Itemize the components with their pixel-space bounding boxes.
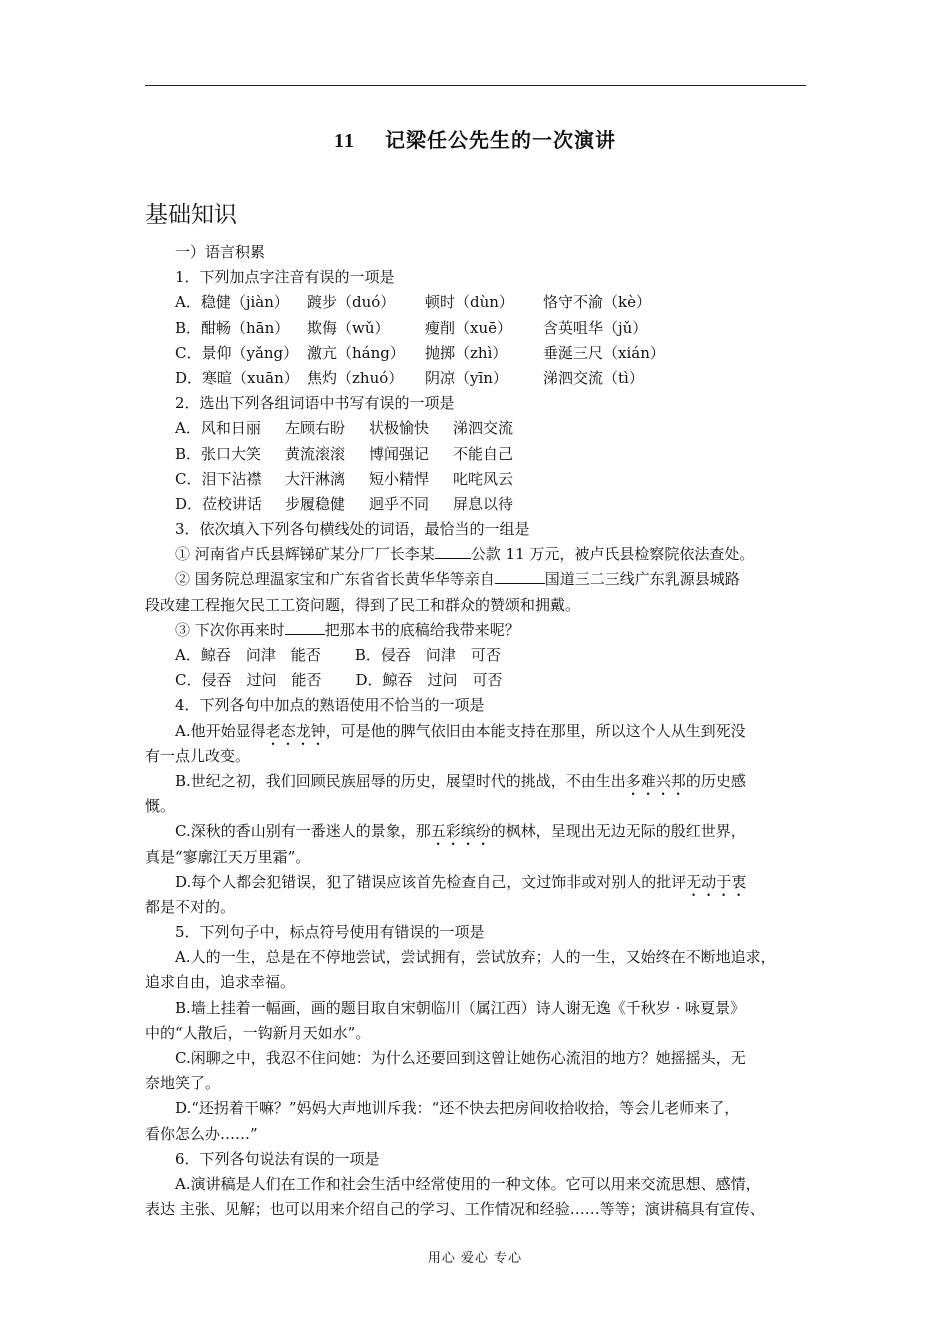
lesson-title: 记梁任公先生的一次演讲: [384, 128, 616, 152]
q1-a-2: 踱步（duó）: [307, 293, 396, 312]
q2-option-d: [145, 492, 806, 517]
q1-option-c: [145, 341, 806, 366]
q5-option-b-cont: 中的“人散后，一钩新月天如水”。: [145, 1023, 371, 1042]
q5-stem: 5．下列句子中，标点符号使用有错误的一项是: [175, 923, 485, 942]
q4-stem: 4．下列各句中加点的熟语使用不恰当的一项是: [175, 696, 485, 715]
q5-option-c: C.闲聊之中，我忍不住问她：为什么还要回到这曾让她伤心流泪的地方？她摇摇头，无: [175, 1049, 746, 1067]
q1-c-4: 垂涎三尺（xián）: [543, 343, 665, 362]
subsection-heading: 一）语言积累: [175, 243, 266, 261]
q3-stem: 3．依次填入下列各句横线处的词语，最恰当的一组是: [175, 520, 530, 539]
q3-blank-1: [435, 544, 471, 559]
q3-options-ab: [145, 643, 806, 668]
q2-option-a: [145, 416, 806, 441]
section-heading: 基础知识: [145, 202, 237, 228]
q3-blank-2: [495, 569, 545, 584]
q3-options-cd: [145, 668, 806, 693]
q1-b-2: 欺侮（wǔ）: [307, 318, 390, 337]
page-footer: 用心 爱心 专心: [427, 1251, 523, 1266]
q3-option-b: B．侵吞 问津 可否: [354, 646, 501, 664]
q2-c-1: C．泪下沾襟: [175, 469, 262, 488]
q4-option-d-cont: 都是不对的。: [145, 897, 236, 916]
q1-d-2: 焦灼（zhuó）: [307, 368, 404, 387]
q2-a-1: A．风和日丽: [175, 419, 261, 438]
q2-a-4: 涕泗交流: [453, 419, 514, 438]
q1-c-3: 抛掷（zhì）: [425, 343, 508, 362]
q2-b-2: 黄流滚滚: [285, 444, 346, 463]
q4-option-b: B.世纪之初，我们回顾民族屈辱的历史，展望时代的挑战，不由生出多难兴邦的历史感: [175, 771, 746, 790]
q1-option-a: [145, 290, 806, 315]
q1-d-4: 涕泗交流（tì）: [543, 368, 644, 387]
q2-a-3: 状极愉快: [369, 419, 430, 438]
q3-blank-3: [285, 620, 325, 635]
q3-option-a: A．鲸吞 问津 能否: [175, 646, 321, 664]
q2-d-4: 屏息以待: [453, 494, 514, 513]
q4-option-a: A.他开始显得老态龙钟，可是他的脾气依旧由本能支持在那里，所以这个人从生到死没: [175, 721, 746, 740]
q2-c-4: 叱咤风云: [453, 469, 514, 488]
q5-option-a: A.人的一生，总是在不停地尝试，尝试拥有，尝试放弃；人的一生，又始终在不断地追求，: [175, 948, 776, 967]
q1-d-3: 阴凉（yīn）: [425, 368, 508, 387]
q1-b-4: 含英咀华（jǔ）: [543, 318, 648, 337]
q4-option-d: D.每个人都会犯错误，犯了错误应该首先检查自己，文过饰非或对别人的批评无动于衷: [175, 872, 747, 891]
q3-sentence-2-cont: 段改建工程拖欠民工工资问题，得到了民工和群众的赞颂和拥戴。: [145, 595, 581, 614]
q4-b-idiom: 多难兴邦: [625, 771, 686, 790]
lesson-number: 11: [334, 130, 355, 152]
q2-d-2: 步履稳健: [285, 494, 346, 513]
q2-option-b: [145, 442, 806, 467]
q6-stem: 6．下列各句说法有误的一项是: [175, 1149, 380, 1168]
q4-option-c-cont: 真是“寥廓江天万里霜”。: [145, 847, 311, 866]
q2-b-3: 博闻强记: [369, 444, 430, 463]
q4-option-a-cont: 有一点儿改变。: [145, 746, 251, 765]
exercise-content: [145, 240, 806, 1222]
q5-option-a-cont: 追求自由，追求幸福。: [145, 973, 296, 992]
q5-option-b: B.墙上挂着一幅画，画的题目取自宋朝临川（属江西）诗人谢无逸《千秋岁 · 咏夏景》: [175, 998, 746, 1017]
header-rule: [145, 85, 806, 86]
q2-d-1: D．莅校讲话: [175, 494, 263, 513]
q2-a-2: 左顾右盼: [285, 419, 346, 438]
q1-stem: 1．下列加点字注音有误的一项是: [175, 268, 395, 287]
q3-option-d: D．鲸吞 过问 可否: [355, 671, 503, 690]
q1-b-1: B．酣畅（hān）: [175, 318, 290, 337]
q1-b-3: 瘦削（xuē）: [425, 318, 512, 337]
q2-b-4: 不能自己: [453, 444, 514, 463]
q4-a-idiom: 老态龙钟: [265, 721, 326, 740]
q4-c-idiom: 五彩缤纷: [430, 822, 491, 841]
q2-c-2: 大汗淋漓: [285, 469, 346, 488]
q5-option-d: D.“还拐着干嘛？”妈妈大声地训斥我：“还不快去把房间收拾收拾，等会儿老师来了，: [175, 1099, 740, 1118]
q1-a-4: 恪守不渝（kè）: [543, 293, 651, 312]
q3-option-c: C．侵吞 过问 能否: [175, 671, 322, 690]
q2-b-1: B．张口大笑: [175, 444, 262, 463]
q1-option-b: [145, 316, 806, 341]
q3-sentence-2: ② 国务院总理温家宝和广东省省长黄华华等亲自 国道三二三线广东乳源县城路: [175, 570, 740, 589]
q2-d-3: 迥乎不同: [369, 494, 430, 513]
q1-a-1: A．稳健（jiàn）: [175, 293, 289, 312]
q2-stem: 2．选出下列各组词语中书写有误的一项是: [175, 394, 455, 413]
q3-sentence-1: ① 河南省卢氏县辉锑矿某分厂厂长李某 公款 11 万元，被卢氏县检察院依法查处。: [175, 545, 755, 564]
q5-option-d-cont: 看你怎么办……”: [145, 1124, 258, 1143]
q1-d-1: D．寒暄（xuān）: [175, 368, 299, 387]
q1-option-d: [145, 366, 806, 391]
q6-option-a-cont: 表达 主张、见解；也可以用来介绍自己的学习、工作情况和经验……等等；演讲稿具有宣传、: [145, 1200, 765, 1219]
q5-option-c-cont: 奈地笑了。: [145, 1074, 221, 1093]
q4-option-b-cont: 慨。: [145, 797, 176, 816]
q4-d-idiom: 无动于衷: [686, 872, 747, 891]
q4-option-c: C.深秋的香山别有一番迷人的景象，那五彩缤纷的枫林，呈现出无边无际的殷红世界，: [175, 822, 746, 841]
q2-option-c: [145, 467, 806, 492]
page-title: [0, 124, 950, 153]
q1-c-2: 激亢（háng）: [307, 343, 405, 362]
q6-option-a: A.演讲稿是人们在工作和社会生活中经常使用的一种文体。它可以用来交流思想、感情，: [175, 1174, 761, 1193]
q1-c-1: C．景仰（yǎng）: [175, 343, 299, 362]
q2-c-3: 短小精悍: [369, 469, 430, 488]
q1-a-3: 顿时（dùn）: [425, 293, 514, 312]
q3-sentence-3: ③ 下次你再来时 把那本书的底稿给我带来呢？: [175, 620, 520, 639]
